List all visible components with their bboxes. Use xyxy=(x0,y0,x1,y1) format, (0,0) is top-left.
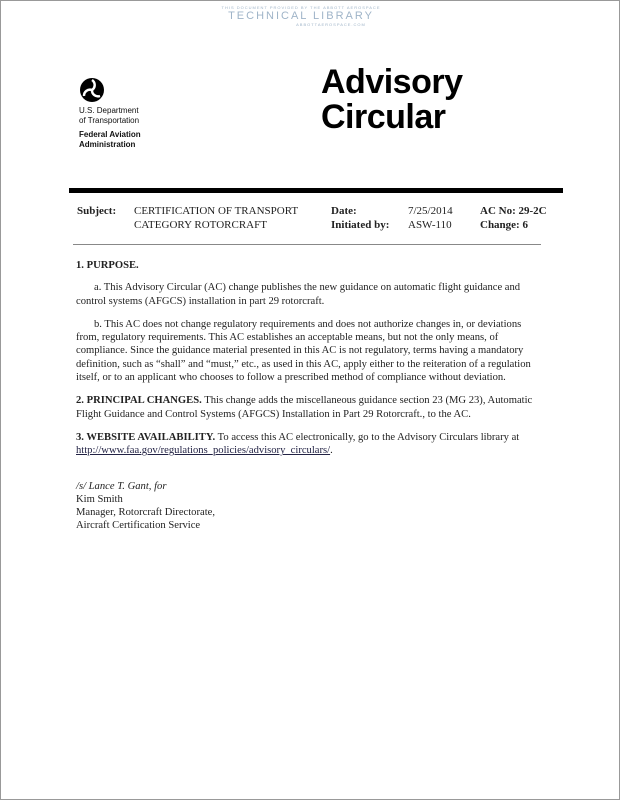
principal-changes xyxy=(76,394,546,421)
initiated-value: ASW-110 xyxy=(408,219,452,231)
watermark-url: ABBOTTAEROSPACE.COM xyxy=(296,22,366,27)
change-number: Change: 6 xyxy=(480,219,528,231)
document-body xyxy=(76,259,546,533)
faa-line2: Administration xyxy=(79,140,136,149)
dept-line2: of Transportation xyxy=(79,116,140,125)
website-availability xyxy=(76,431,546,458)
meta-labels xyxy=(331,204,389,232)
signature: /s/ Lance T. Gant, for xyxy=(76,480,167,492)
subject-label: Subject: xyxy=(77,205,117,217)
website-heading: 3. WEBSITE AVAILABILITY. xyxy=(76,431,216,443)
subject-line2: CATEGORY ROTORCRAFT xyxy=(134,219,267,231)
divider xyxy=(73,244,541,245)
website-text: To access this AC electronically, go to the Advisory Circulars library at xyxy=(217,431,520,443)
purpose-para-a: a. This Advisory Circular (AC) change publishes the new guidance on automatic flight guidance and control systems (AFGCS) installation in part 29 rotorcraft. xyxy=(76,282,521,307)
signature-block xyxy=(76,480,546,533)
subject-value xyxy=(134,204,298,232)
meta-values xyxy=(408,204,453,232)
faa-line1: Federal Aviation xyxy=(79,130,141,139)
header-rule xyxy=(69,188,563,193)
principal-changes-text: This change adds the miscellaneous guidance section 23 (MG 23), Automatic Flight Guidance and Control Systems (AFGCS) Installation in Part 29 Rotorcraft., to the AC. xyxy=(76,395,533,420)
initiated-label: Initiated by: xyxy=(331,219,390,231)
date-value: 7/25/2014 xyxy=(408,205,453,217)
dot-logo xyxy=(79,77,141,150)
title-line2: Circular xyxy=(321,98,446,136)
subject-line1: CERTIFICATION OF TRANSPORT xyxy=(134,205,299,217)
ac-number: AC No: 29-2C xyxy=(480,205,547,217)
purpose-heading: 1. PURPOSE. xyxy=(76,260,139,271)
watermark-title: TECHNICAL LIBRARY xyxy=(228,10,374,22)
signer-title2: Aircraft Certification Service xyxy=(76,520,201,532)
advisory-circulars-link[interactable]: http://www.faa.gov/regulations_policies/advisory_circulars/ xyxy=(76,445,331,457)
signer-title1: Manager, Rotorcraft Directorate, xyxy=(76,507,215,519)
title-line1: Advisory xyxy=(321,63,463,101)
watermark-top: THIS DOCUMENT PROVIDED BY THE ABBOTT AEROSPACE xyxy=(221,5,381,10)
watermark xyxy=(201,5,401,27)
date-label: Date: xyxy=(331,205,357,217)
signer-name: Kim Smith xyxy=(76,493,123,505)
dot-emblem-icon xyxy=(79,77,105,103)
purpose-para-b: b. This AC does not change regulatory requirements and does not authorize changes in, or deviations from, regulatory requirements. This AC establishes an acceptable means, but not the only means, of compliance. Since the guidance material presented in this AC is not regulatory, terms having a mandatory definition, such as “shall” and “must,” etc., as used in this AC, apply either to the reiteration of a regulation itself, or to an applicant who chooses to follow a prescribed method of compliance without deviation. xyxy=(76,318,531,384)
principal-changes-heading: 2. PRINCIPAL CHANGES. xyxy=(76,395,202,407)
ac-info xyxy=(480,204,547,232)
dept-line1: U.S. Department xyxy=(79,106,139,115)
period: . xyxy=(330,445,333,457)
document-title xyxy=(321,65,463,135)
